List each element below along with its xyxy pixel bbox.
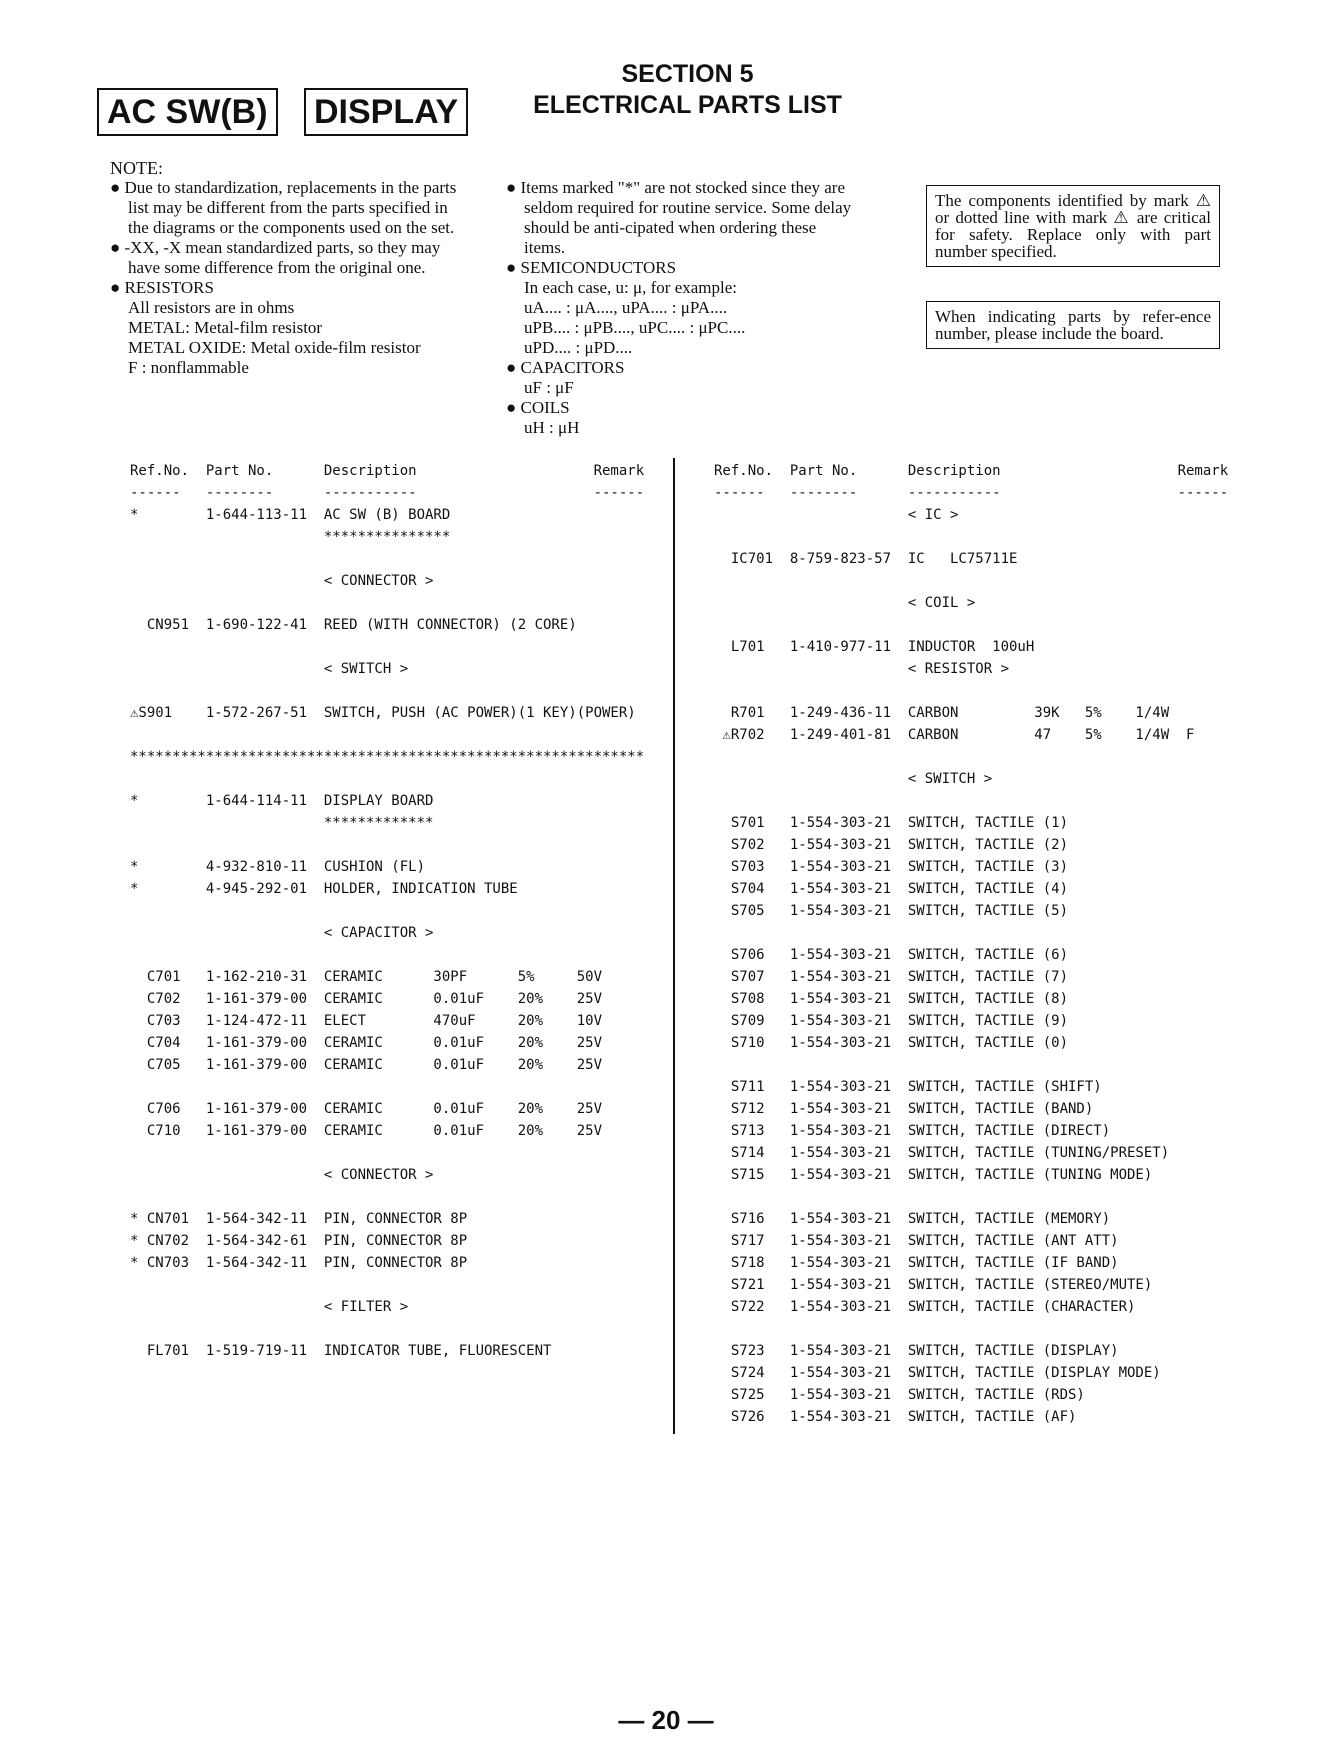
table-row: S716 1-554-303-21 SWITCH, TACTILE (MEMORY) xyxy=(714,1211,1111,1227)
table-row: C704 1-161-379-00 CERAMIC 0.01uF 20% 25V xyxy=(130,1035,603,1051)
note-item: uA.... : μA...., uPA.... : μPA.... xyxy=(524,298,728,317)
tab-ac-sw-b: AC SW(B) xyxy=(97,88,278,136)
table-row: < COIL > xyxy=(714,595,976,611)
note-item: ● Due to standardization, replacements in the parts list may be different from the parts specified in the diagrams or the components used on the set. xyxy=(110,178,457,237)
table-row: S701 1-554-303-21 SWITCH, TACTILE (1) xyxy=(714,815,1069,831)
table-row: ************* xyxy=(130,815,434,831)
table-row: S707 1-554-303-21 SWITCH, TACTILE (7) xyxy=(714,969,1069,985)
table-row: S704 1-554-303-21 SWITCH, TACTILE (4) xyxy=(714,881,1069,897)
table-row: R701 1-249-436-11 CARBON 39K 5% 1/4W xyxy=(714,705,1170,721)
table-row: * CN702 1-564-342-61 PIN, CONNECTOR 8P xyxy=(130,1233,468,1249)
table-row xyxy=(714,614,1228,636)
table-row: < CONNECTOR > xyxy=(130,573,434,589)
caution-safety-box: The components identified by mark ⚠ or dotted line with mark ⚠ are critical for safety. Replace only with part number specified. xyxy=(926,185,1220,267)
notes-left xyxy=(110,158,460,378)
note-item: METAL: Metal-film resistor xyxy=(128,318,323,337)
table-row: S715 1-554-303-21 SWITCH, TACTILE (TUNING MODE) xyxy=(714,1167,1153,1183)
note-item: uF : μF xyxy=(524,378,574,397)
table-row: * 1-644-113-11 AC SW (B) BOARD xyxy=(130,507,451,523)
table-row: * CN703 1-564-342-11 PIN, CONNECTOR 8P xyxy=(130,1255,468,1271)
note-item: uPD.... : μPD.... xyxy=(524,338,633,357)
table-row: S721 1-554-303-21 SWITCH, TACTILE (STEREO/MUTE) xyxy=(714,1277,1153,1293)
table-row: S708 1-554-303-21 SWITCH, TACTILE (8) xyxy=(714,991,1069,1007)
table-row: S705 1-554-303-21 SWITCH, TACTILE (5) xyxy=(714,903,1069,919)
table-row: C701 1-162-210-31 CERAMIC 30PF 5% 50V xyxy=(130,969,603,985)
page-number: — 20 — xyxy=(618,1705,714,1735)
column-divider xyxy=(673,458,675,1434)
note-item: All resistors are in ohms xyxy=(128,298,295,317)
table-row: < CAPACITOR > xyxy=(130,925,434,941)
table-row xyxy=(130,548,644,570)
note-heading: NOTE: xyxy=(110,158,163,178)
tab-display: DISPLAY xyxy=(304,88,468,136)
notes-middle xyxy=(506,178,856,438)
table-row: Ref.No. Part No. Description Remark xyxy=(714,463,1229,479)
table-row xyxy=(714,1318,1228,1340)
table-row: C702 1-161-379-00 CERAMIC 0.01uF 20% 25V xyxy=(130,991,603,1007)
caution-reference-box: When indicating parts by refer-ence number, please include the board. xyxy=(926,301,1220,349)
table-row: L701 1-410-977-11 INDUCTOR 100uH xyxy=(714,639,1035,655)
table-row: S717 1-554-303-21 SWITCH, TACTILE (ANT ATT) xyxy=(714,1233,1119,1249)
table-row: * 4-932-810-11 CUSHION (FL) xyxy=(130,859,426,875)
section-title: ELECTRICAL PARTS LIST xyxy=(533,91,842,119)
table-row xyxy=(130,1186,644,1208)
note-item: ● CAPACITORS xyxy=(506,358,625,377)
table-row xyxy=(130,1274,644,1296)
table-row xyxy=(130,636,644,658)
table-row: S718 1-554-303-21 SWITCH, TACTILE (IF BAND) xyxy=(714,1255,1119,1271)
table-row: C705 1-161-379-00 CERAMIC 0.01uF 20% 25V xyxy=(130,1057,603,1073)
table-row xyxy=(130,900,644,922)
parts-table-right xyxy=(714,460,1228,1428)
table-row: S714 1-554-303-21 SWITCH, TACTILE (TUNING/PRESET) xyxy=(714,1145,1170,1161)
note-item: uPB.... : μPB...., uPC.... : μPC.... xyxy=(524,318,746,337)
table-row xyxy=(714,680,1228,702)
table-row: C703 1-124-472-11 ELECT 470uF 20% 10V xyxy=(130,1013,603,1029)
table-row: S711 1-554-303-21 SWITCH, TACTILE (SHIFT) xyxy=(714,1079,1102,1095)
table-row xyxy=(130,768,644,790)
table-row: S723 1-554-303-21 SWITCH, TACTILE (DISPLAY) xyxy=(714,1343,1119,1359)
note-item: ● RESISTORS xyxy=(110,278,214,297)
parts-table-left xyxy=(130,460,644,1362)
table-row: FL701 1-519-719-11 INDICATOR TUBE, FLUORESCENT xyxy=(130,1343,552,1359)
table-row xyxy=(130,1142,644,1164)
table-row: ------ -------- ----------- ------ xyxy=(130,485,645,501)
note-item: ● SEMICONDUCTORS xyxy=(506,258,677,277)
table-row: ------ -------- ----------- ------ xyxy=(714,485,1229,501)
table-row xyxy=(714,1186,1228,1208)
table-row: < IC > xyxy=(714,507,959,523)
table-row: ************************************************************* xyxy=(130,749,645,765)
table-row xyxy=(714,746,1228,768)
note-item: ● Items marked "*" are not stocked since they are seldom required for routine service. Some delay should be anti-cipated when ordering these items. xyxy=(506,178,852,257)
table-row xyxy=(130,944,644,966)
table-row: < SWITCH > xyxy=(714,771,993,787)
table-row xyxy=(130,1318,644,1340)
table-row: S712 1-554-303-21 SWITCH, TACTILE (BAND) xyxy=(714,1101,1094,1117)
table-row xyxy=(130,834,644,856)
table-row xyxy=(714,570,1228,592)
table-row: *************** xyxy=(130,529,451,545)
table-row: C706 1-161-379-00 CERAMIC 0.01uF 20% 25V xyxy=(130,1101,603,1117)
table-row: IC701 8-759-823-57 IC LC75711E xyxy=(714,551,1018,567)
note-item: ● -XX, -X mean standardized parts, so they may have some difference from the original one. xyxy=(110,238,441,277)
table-row: S709 1-554-303-21 SWITCH, TACTILE (9) xyxy=(714,1013,1069,1029)
table-row: < SWITCH > xyxy=(130,661,409,677)
note-item: In each case, u: μ, for example: xyxy=(524,278,738,297)
table-row xyxy=(130,680,644,702)
table-row: C710 1-161-379-00 CERAMIC 0.01uF 20% 25V xyxy=(130,1123,603,1139)
note-item: uH : μH xyxy=(524,418,580,437)
table-row xyxy=(130,724,644,746)
table-row: S703 1-554-303-21 SWITCH, TACTILE (3) xyxy=(714,859,1069,875)
table-row xyxy=(714,526,1228,548)
table-row: S724 1-554-303-21 SWITCH, TACTILE (DISPLAY MODE) xyxy=(714,1365,1161,1381)
table-row: S726 1-554-303-21 SWITCH, TACTILE (AF) xyxy=(714,1409,1077,1425)
table-row: CN951 1-690-122-41 REED (WITH CONNECTOR) (2 CORE) xyxy=(130,617,577,633)
table-row xyxy=(714,790,1228,812)
table-row xyxy=(130,1076,644,1098)
table-row: * 4-945-292-01 HOLDER, INDICATION TUBE xyxy=(130,881,518,897)
table-row: < FILTER > xyxy=(130,1299,409,1315)
table-row: Ref.No. Part No. Description Remark xyxy=(130,463,645,479)
table-row: S702 1-554-303-21 SWITCH, TACTILE (2) xyxy=(714,837,1069,853)
note-item: ● COILS xyxy=(506,398,570,417)
table-row: S706 1-554-303-21 SWITCH, TACTILE (6) xyxy=(714,947,1069,963)
table-row: S713 1-554-303-21 SWITCH, TACTILE (DIRECT) xyxy=(714,1123,1111,1139)
table-row xyxy=(714,922,1228,944)
table-row: ⚠R702 1-249-401-81 CARBON 47 5% 1/4W F xyxy=(714,727,1195,743)
table-row: < RESISTOR > xyxy=(714,661,1010,677)
table-row: * 1-644-114-11 DISPLAY BOARD xyxy=(130,793,434,809)
note-item: METAL OXIDE: Metal oxide-film resistor xyxy=(128,338,421,357)
note-item: F : nonflammable xyxy=(128,358,249,377)
table-row: ⚠S901 1-572-267-51 SWITCH, PUSH (AC POWER)(1 KEY)(POWER) xyxy=(130,705,636,721)
table-row: S725 1-554-303-21 SWITCH, TACTILE (RDS) xyxy=(714,1387,1085,1403)
table-row: S710 1-554-303-21 SWITCH, TACTILE (0) xyxy=(714,1035,1069,1051)
table-row: * CN701 1-564-342-11 PIN, CONNECTOR 8P xyxy=(130,1211,468,1227)
table-row xyxy=(130,592,644,614)
table-row: < CONNECTOR > xyxy=(130,1167,434,1183)
table-row: S722 1-554-303-21 SWITCH, TACTILE (CHARACTER) xyxy=(714,1299,1136,1315)
table-row xyxy=(714,1054,1228,1076)
section-number: SECTION 5 xyxy=(621,60,754,88)
